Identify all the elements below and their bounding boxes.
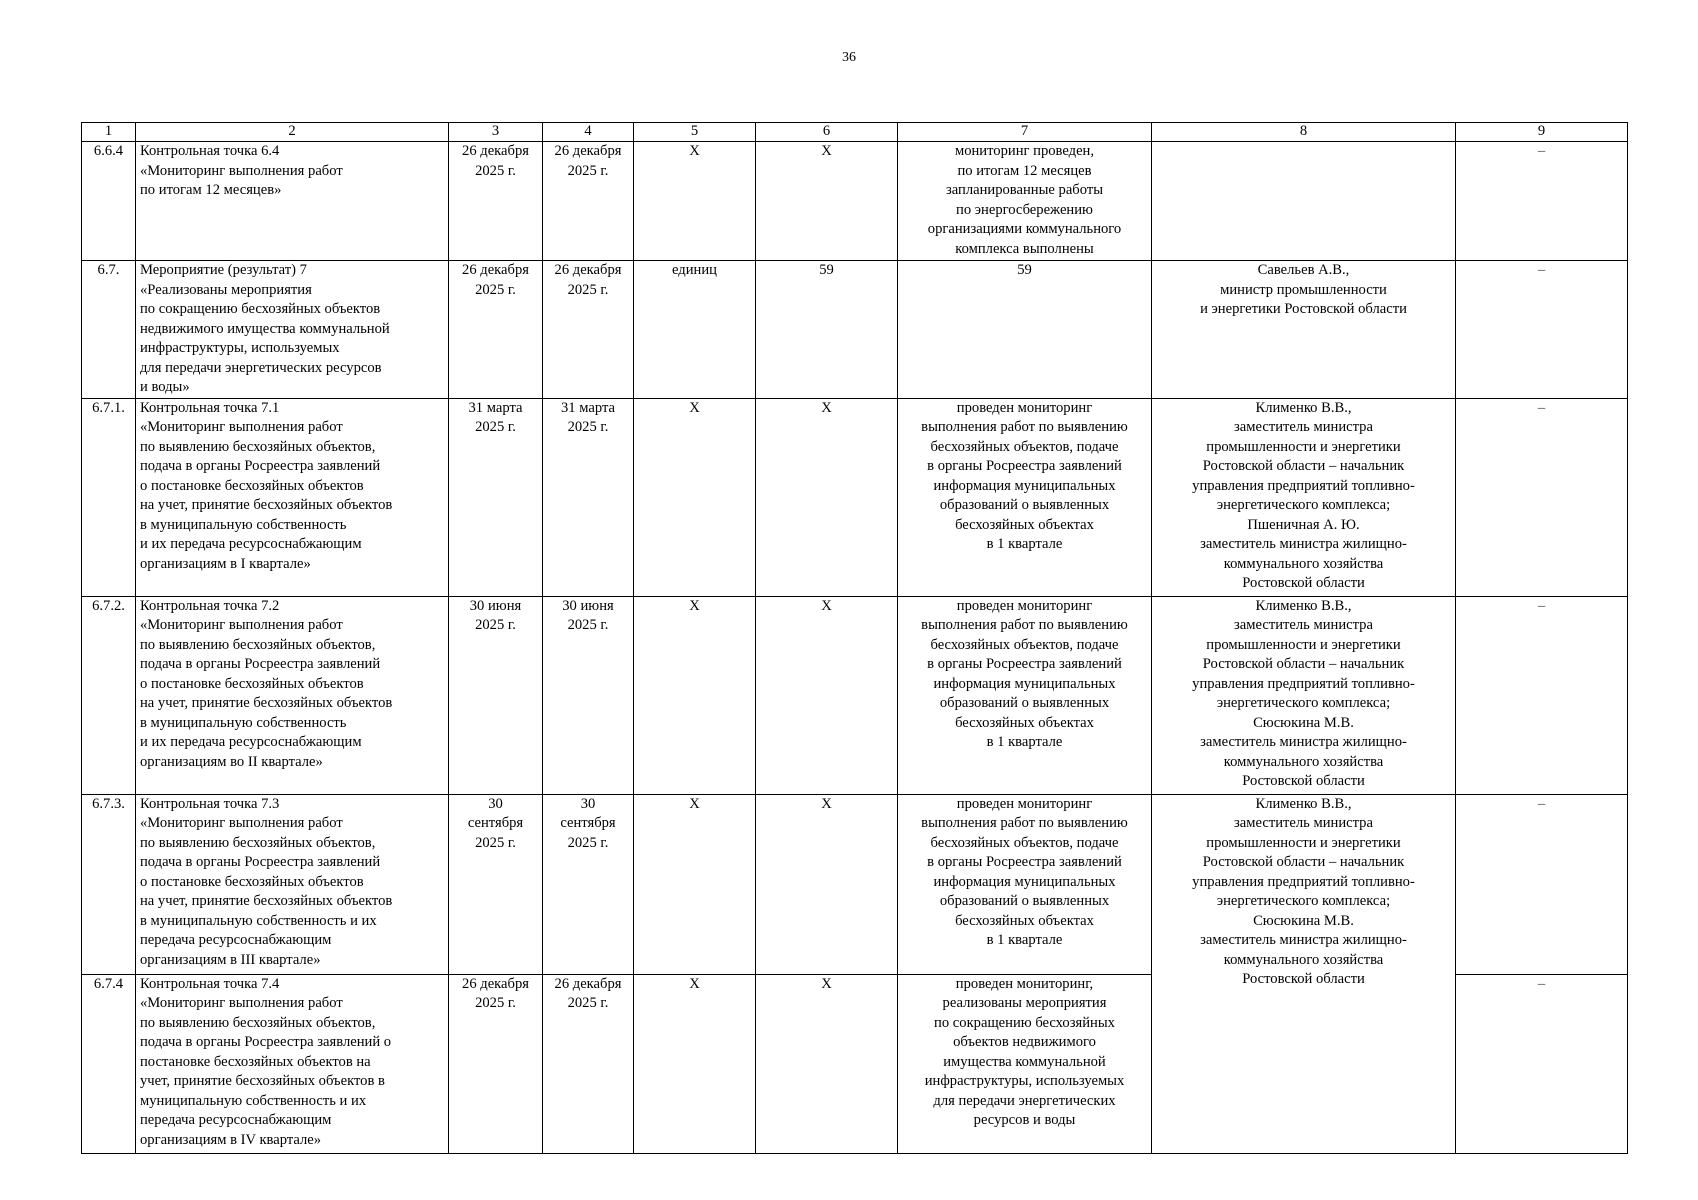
col9-cell: –	[1456, 142, 1628, 261]
responsible-cell: Клименко В.В., заместитель министра промышленности и энергетики Ростовской области – начальник управления предприятий топливно- энергетического комплекса; Пшеничная А. Ю. заместитель министра жилищно- коммунального хозяйства Ростовской области	[1152, 398, 1456, 596]
end-date: 31 марта 2025 г.	[543, 398, 634, 596]
value-cell: Х	[756, 398, 898, 596]
table-row	[82, 596, 1628, 794]
unit-cell: Х	[634, 398, 756, 596]
row-name: Контрольная точка 7.1 «Мониторинг выполнения работ по выявлению бесхозяйных объектов, подача в органы Росреестра заявлений о постановке бесхозяйных объектов на учет, принятие бесхозяйных объектов в муниципальную собственность и их передача ресурсоснабжающим организациям в I квартале»	[136, 398, 449, 596]
col9-cell: –	[1456, 596, 1628, 794]
value-cell: Х	[756, 974, 898, 1153]
responsible-cell: Клименко В.В., заместитель министра промышленности и энергетики Ростовской области – начальник управления предприятий топливно- энергетического комплекса; Сюсюкина М.В. заместитель министра жилищно- коммунального хозяйства Ростовской области	[1152, 794, 1456, 1153]
unit-cell: Х	[634, 794, 756, 974]
table-row	[82, 261, 1628, 399]
row-number: 6.7.3.	[82, 794, 136, 974]
result-cell: проведен мониторинг выполнения работ по выявлению бесхозяйных объектов, подаче в органы Росреестра заявлений информация муниципальных образований о выявленных бесхозяйных объектах в 1 квартале	[898, 596, 1152, 794]
table-row	[82, 794, 1628, 974]
value-cell: Х	[756, 596, 898, 794]
result-cell: 59	[898, 261, 1152, 399]
end-date: 26 декабря 2025 г.	[543, 261, 634, 399]
end-date: 30 июня 2025 г.	[543, 596, 634, 794]
column-header: 7	[898, 123, 1152, 142]
column-header: 3	[449, 123, 543, 142]
header-row	[82, 123, 1628, 142]
value-cell: Х	[756, 142, 898, 261]
value-cell: Х	[756, 794, 898, 974]
column-header: 8	[1152, 123, 1456, 142]
row-number: 6.7.2.	[82, 596, 136, 794]
end-date: 26 декабря 2025 г.	[543, 974, 634, 1153]
column-header: 1	[82, 123, 136, 142]
start-date: 30 сентября 2025 г.	[449, 794, 543, 974]
col9-cell: –	[1456, 261, 1628, 399]
row-name: Контрольная точка 7.4 «Мониторинг выполнения работ по выявлению бесхозяйных объектов, подача в органы Росреестра заявлений о постановке бесхозяйных объектов на учет, принятие бесхозяйных объектов в муниципальную собственность и их передача ресурсоснабжающим организациям в IV квартале»	[136, 974, 449, 1153]
column-header: 9	[1456, 123, 1628, 142]
responsible-cell: Савельев А.В., министр промышленности и энергетики Ростовской области	[1152, 261, 1456, 399]
start-date: 31 марта 2025 г.	[449, 398, 543, 596]
result-cell: проведен мониторинг выполнения работ по выявлению бесхозяйных объектов, подаче в органы Росреестра заявлений информация муниципальных образований о выявленных бесхозяйных объектах в 1 квартале	[898, 398, 1152, 596]
unit-cell: Х	[634, 142, 756, 261]
unit-cell: Х	[634, 974, 756, 1153]
row-number: 6.6.4	[82, 142, 136, 261]
start-date: 26 декабря 2025 г.	[449, 974, 543, 1153]
column-header: 5	[634, 123, 756, 142]
start-date: 26 декабря 2025 г.	[449, 142, 543, 261]
row-name: Контрольная точка 7.3 «Мониторинг выполнения работ по выявлению бесхозяйных объектов, подача в органы Росреестра заявлений о постановке бесхозяйных объектов на учет, принятие бесхозяйных объектов в муниципальную собственность и их передача ресурсоснабжающим организациям в III квартале»	[136, 794, 449, 974]
start-date: 26 декабря 2025 г.	[449, 261, 543, 399]
row-name: Контрольная точка 6.4 «Мониторинг выполнения работ по итогам 12 месяцев»	[136, 142, 449, 261]
result-cell: мониторинг проведен, по итогам 12 месяцев запланированные работы по энергосбережению организациями коммунального комплекса выполнены	[898, 142, 1152, 261]
responsible-cell	[1152, 142, 1456, 261]
start-date: 30 июня 2025 г.	[449, 596, 543, 794]
responsible-cell: Клименко В.В., заместитель министра промышленности и энергетики Ростовской области – начальник управления предприятий топливно- энергетического комплекса; Сюсюкина М.В. заместитель министра жилищно- коммунального хозяйства Ростовской области	[1152, 596, 1456, 794]
table-row	[82, 142, 1628, 261]
row-number: 6.7.1.	[82, 398, 136, 596]
row-name: Контрольная точка 7.2 «Мониторинг выполнения работ по выявлению бесхозяйных объектов, подача в органы Росреестра заявлений о постановке бесхозяйных объектов на учет, принятие бесхозяйных объектов в муниципальную собственность и их передача ресурсоснабжающим организациям во II квартале»	[136, 596, 449, 794]
value-cell: 59	[756, 261, 898, 399]
end-date: 26 декабря 2025 г.	[543, 142, 634, 261]
col9-cell: –	[1456, 794, 1628, 974]
result-cell: проведен мониторинг выполнения работ по выявлению бесхозяйных объектов, подаче в органы Росреестра заявлений информация муниципальных образований о выявленных бесхозяйных объектах в 1 квартале	[898, 794, 1152, 974]
end-date: 30 сентября 2025 г.	[543, 794, 634, 974]
column-header: 2	[136, 123, 449, 142]
row-number: 6.7.4	[82, 974, 136, 1153]
column-header: 4	[543, 123, 634, 142]
row-name: Мероприятие (результат) 7 «Реализованы мероприятия по сокращению бесхозяйных объектов недвижимого имущества коммунальной инфраструктуры, используемых для передачи энергетических ресурсов и воды»	[136, 261, 449, 399]
result-cell: проведен мониторинг, реализованы мероприятия по сокращению бесхозяйных объектов недвижимого имущества коммунальной инфраструктуры, используемых для передачи энергетических ресурсов и воды	[898, 974, 1152, 1153]
column-header: 6	[756, 123, 898, 142]
plan-table	[81, 122, 1628, 1154]
page-number: 36	[842, 50, 856, 65]
unit-cell: Х	[634, 596, 756, 794]
row-number: 6.7.	[82, 261, 136, 399]
table-row	[82, 398, 1628, 596]
unit-cell: единиц	[634, 261, 756, 399]
col9-cell: –	[1456, 398, 1628, 596]
col9-cell: –	[1456, 974, 1628, 1153]
